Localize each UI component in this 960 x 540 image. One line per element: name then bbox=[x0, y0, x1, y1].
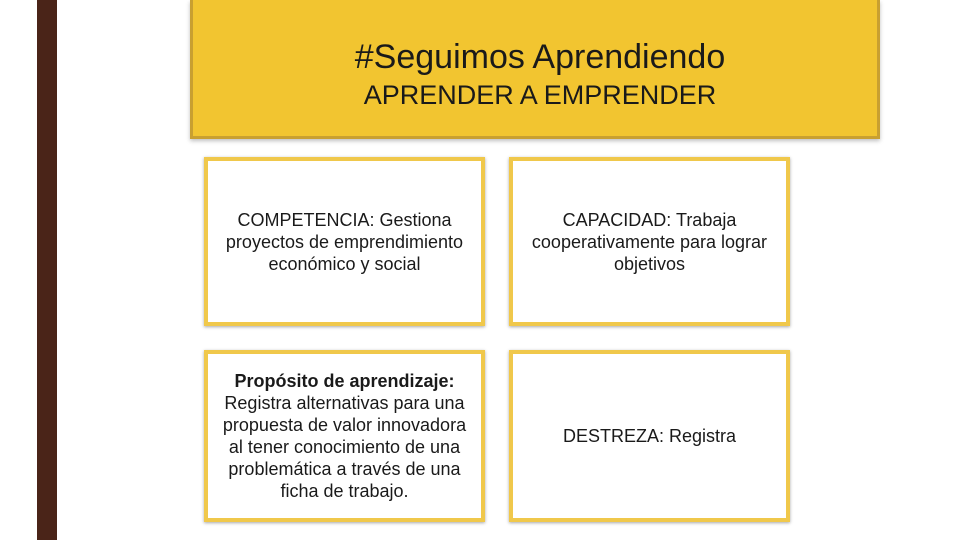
destreza-text: DESTREZA: Registra bbox=[562, 426, 737, 446]
proposito-label: Propósito de aprendizaje: bbox=[234, 371, 455, 391]
left-accent-bar bbox=[37, 0, 57, 540]
competencia-card bbox=[204, 157, 485, 326]
proposito-text: Registra alternativas para una propuesta de valor innovadora al tener conocimiento de una problemática a través de una ficha de trabajo. bbox=[222, 393, 467, 501]
capacidad-text: CAPACIDAD: Trabaja cooperativamente para lograr objetivos bbox=[531, 209, 768, 274]
capacidad-card bbox=[509, 157, 790, 326]
title-banner bbox=[190, 0, 880, 139]
competencia-text: COMPETENCIA: Gestiona proyectos de emprendimiento económico y social bbox=[225, 209, 464, 274]
destreza-card bbox=[509, 350, 790, 522]
page-title: #Seguimos Aprendiendo bbox=[354, 38, 726, 76]
proposito-card bbox=[204, 350, 485, 522]
page-subtitle: APRENDER A EMPRENDER bbox=[363, 80, 717, 110]
proposito-content bbox=[218, 370, 471, 502]
